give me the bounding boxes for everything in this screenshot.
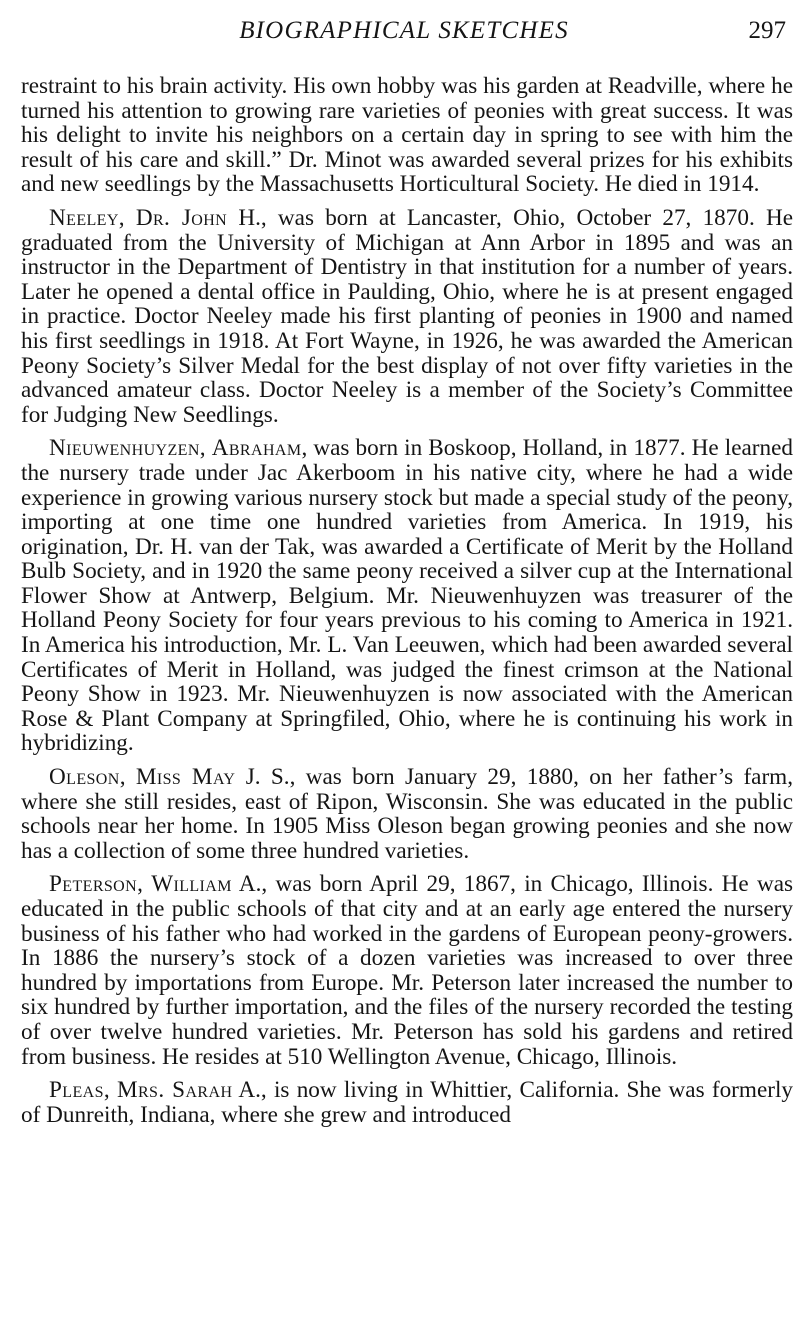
- entry-text: was born January 29, 1880, on her father’s farm, where she still resides, east of Ripon, Wisconsin. She was educated in the public schools near her home. In 1905 Miss Oleson began growing peonies and she now has a collection of some three hundred varieties.: [21, 764, 794, 864]
- entry-text: was born at Lancaster, Ohio, October 27, 1870. He graduated from the University of Michigan at Ann Arbor in 1895 and was an instructor in the Department of Dentistry in that institution for a number of years. Later he opened a dental office in Paulding, Ohio, where he is at present engaged in practice. Doctor Neeley made his first planting of peonies in 1900 and named his first seedlings in 1918. At Fort Wayne, in 1926, he was awarded the American Peony Society’s Silver Medal for the best display of not over fifty varieties in the advanced amateur class. Doctor Neeley is a member of the Society’s Committee for Judging New Seedlings.: [21, 204, 793, 428]
- running-title: BIOGRAPHICAL SKETCHES: [239, 17, 569, 44]
- entry-neeley: [21, 206, 793, 427]
- paragraph-text: restraint to his brain activity. His own hobby was his garden at Readville, where he turned his attention to growing rare varieties of peonies with great success. It was his delight to invite his neighbors on a certain day in spring to see with him the result of his care and skill.” Dr. Minot was awarded several prizes for his exhibits and new seedlings by the Massachusetts Horticultural Society. He died in 1914.: [21, 73, 793, 198]
- entry-pleas: [21, 1078, 793, 1127]
- entry-name-separator: ,: [103, 1077, 117, 1104]
- entry-initials: H.,: [227, 204, 267, 231]
- page-number: 297: [748, 17, 786, 44]
- entry-oleson: [21, 765, 793, 863]
- entry-nieuwenhuyzen: [21, 436, 793, 756]
- entry-name-separator: ,: [199, 435, 212, 462]
- entry-text: was born April 29, 1867, in Chicago, Illinois. He was educated in the public schools of that city and at an early age entered the nursery business of his father who had worked in the gardens of European peony-growers. In 1886 the nursery’s stock of a dozen varieties was increased to over three hundred by importations from Europe. Mr. Peterson later increased the number to six hundred by further importation, and the files of the nursery recorded the testing of over twelve hundred varieties. Mr. Peterson has sold his gardens and retired from business. He resides at 510 Wellington Avenue, Chicago, Illinois.: [21, 871, 794, 1070]
- entry-surname: Nieuwenhuyzen: [49, 435, 200, 462]
- entry-initials: A.,: [232, 1077, 267, 1104]
- entry-given-name: Dr. John: [135, 204, 228, 231]
- entry-initials: ,: [301, 435, 308, 462]
- entry-text: is now living in Whittier, California. She was formerly of Dunreith, Indiana, where she grew and introduced: [21, 1077, 793, 1128]
- entry-given-name: Abraham: [211, 435, 302, 462]
- paragraph-minot-continued: [21, 74, 793, 197]
- entry-surname: Peterson: [49, 871, 138, 898]
- entry-peterson: [21, 872, 793, 1069]
- entry-given-name: William: [151, 871, 232, 898]
- page-header: [22, 14, 786, 48]
- entry-surname: Neeley: [49, 204, 119, 231]
- entry-name-separator: ,: [119, 764, 136, 791]
- entry-text: was born in Boskoop, Holland, in 1877. He learned the nursery trade under Jac Akerboom in his native city, where he had a wide experience in growing various nursery stock but made a special study of the peony, importing at one time one hundred varieties from America. In 1919, his origination, Dr. H. van der Tak, was awarded a Certificate of Merit by the Holland Bulb Society, and in 1920 the same peony received a silver cup at the International Flower Show at Antwerp, Belgium. Mr. Nieuwenhuyzen was treasurer of the Holland Peony Society for four years previous to his coming to America in 1921. In America his introduction, Mr. L. Van Leeuwen, which had been awarded several Certificates of Merit in Holland, was judged the finest crimson at the National Peony Show in 1923. Mr. Nieuwenhuyzen is now associated with the American Rose & Plant Company at Springfiled, Ohio, where he is continuing his work in hybridizing.: [21, 435, 794, 757]
- entry-name-separator: ,: [118, 204, 136, 231]
- entry-given-name: Mrs. Sarah: [116, 1077, 233, 1104]
- entry-initials: J. S.,: [235, 764, 296, 791]
- entry-given-name: Miss May: [135, 764, 236, 791]
- entry-initials: A.,: [231, 871, 268, 898]
- entry-name-separator: ,: [137, 871, 152, 898]
- body-text: [21, 74, 793, 1136]
- entry-surname: Pleas: [49, 1077, 104, 1104]
- entry-surname: Oleson: [49, 764, 120, 791]
